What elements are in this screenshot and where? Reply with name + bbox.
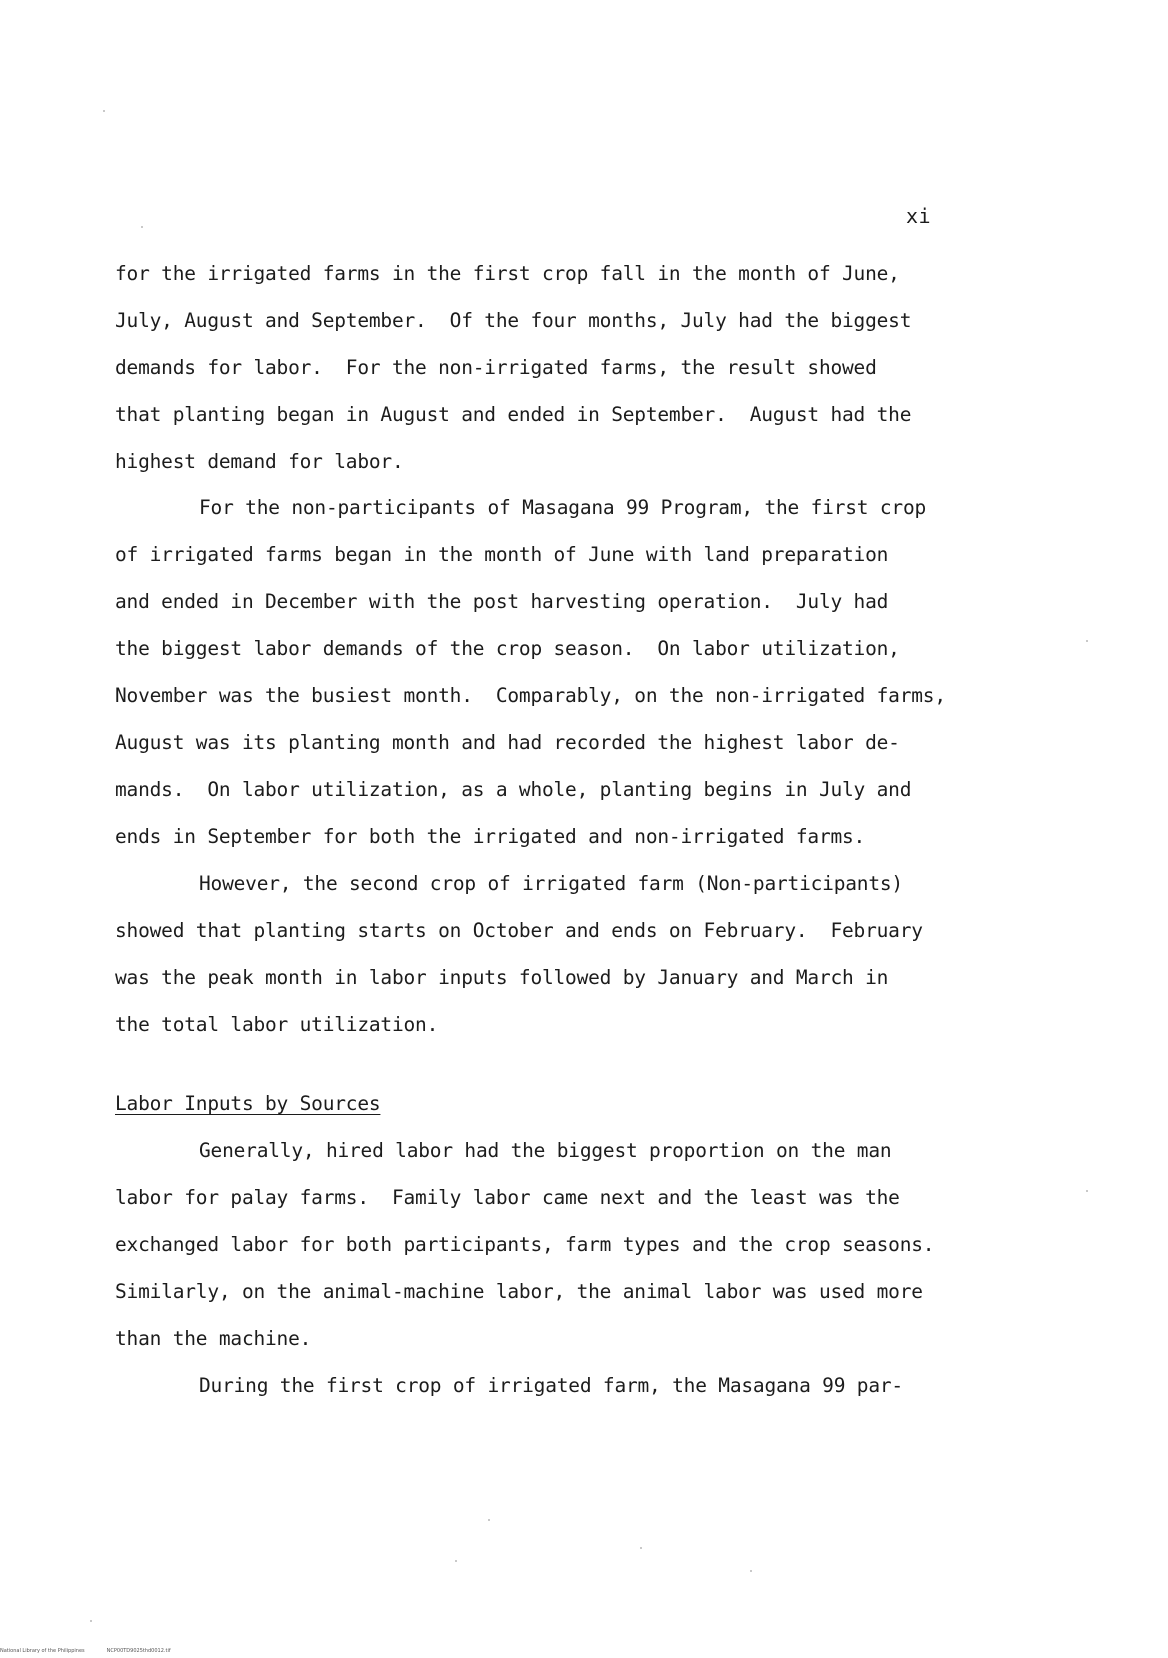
body-text-line: ends in September for both the irrigated and non-irrigated farms.: [115, 825, 866, 848]
library-credit: National Library of the Philippines: [0, 1648, 85, 1654]
scan-speck: [1086, 640, 1088, 642]
scan-speck: [488, 1519, 490, 1521]
body-text-line: that planting began in August and ended in September. August had the: [115, 403, 912, 426]
body-text-line: However, the second crop of irrigated farm (Non-participants): [199, 872, 903, 895]
body-text-line: showed that planting starts on October and ends on February. February: [115, 919, 923, 942]
scan-speck: [640, 1547, 642, 1549]
body-text-line: Generally, hired labor had the biggest proportion on the man: [199, 1139, 892, 1162]
body-text-line: of irrigated farms began in the month of June with land preparation: [115, 543, 889, 566]
body-text-line: demands for labor. For the non-irrigated farms, the result showed: [115, 356, 877, 379]
body-text-line: mands. On labor utilization, as a whole, planting begins in July and: [115, 778, 912, 801]
body-text-line: November was the busiest month. Comparably, on the non-irrigated farms,: [115, 684, 946, 707]
body-text-line: During the first crop of irrigated farm, the Masagana 99 par-: [199, 1374, 903, 1397]
body-text-line: highest demand for labor.: [115, 450, 404, 473]
scan-speck: [90, 1620, 92, 1622]
scan-footer: [0, 1648, 171, 1654]
body-text-line: July, August and September. Of the four months, July had the biggest: [115, 309, 912, 332]
body-text-line: was the peak month in labor inputs followed by January and March in: [115, 966, 889, 989]
scan-speck: [750, 1570, 752, 1572]
scan-speck: [1086, 1190, 1088, 1192]
body-text-line: than the machine.: [115, 1327, 312, 1350]
scan-speck: [141, 226, 143, 228]
body-text-line: August was its planting month and had recorded the highest labor de-: [115, 731, 900, 754]
scan-speck: [103, 110, 105, 112]
section-heading: Labor Inputs by Sources: [115, 1092, 381, 1115]
page-number: xi: [906, 204, 932, 228]
body-text-line: and ended in December with the post harvesting operation. July had: [115, 590, 889, 613]
scan-speck: [455, 1560, 457, 1562]
body-text-line: For the non-participants of Masagana 99 Program, the first crop: [199, 496, 927, 519]
body-text-line: the total labor utilization.: [115, 1013, 439, 1036]
body-text-line: the biggest labor demands of the crop season. On labor utilization,: [115, 637, 900, 660]
file-code: NCP00TD9025thd0012.tif: [106, 1648, 171, 1654]
body-text-line: labor for palay farms. Family labor came next and the least was the: [115, 1186, 900, 1209]
body-text-line: Similarly, on the animal-machine labor, the animal labor was used more: [115, 1280, 923, 1303]
body-text-line: for the irrigated farms in the first crop fall in the month of June,: [115, 262, 900, 285]
body-text-line: exchanged labor for both participants, farm types and the crop seasons.: [115, 1233, 935, 1256]
